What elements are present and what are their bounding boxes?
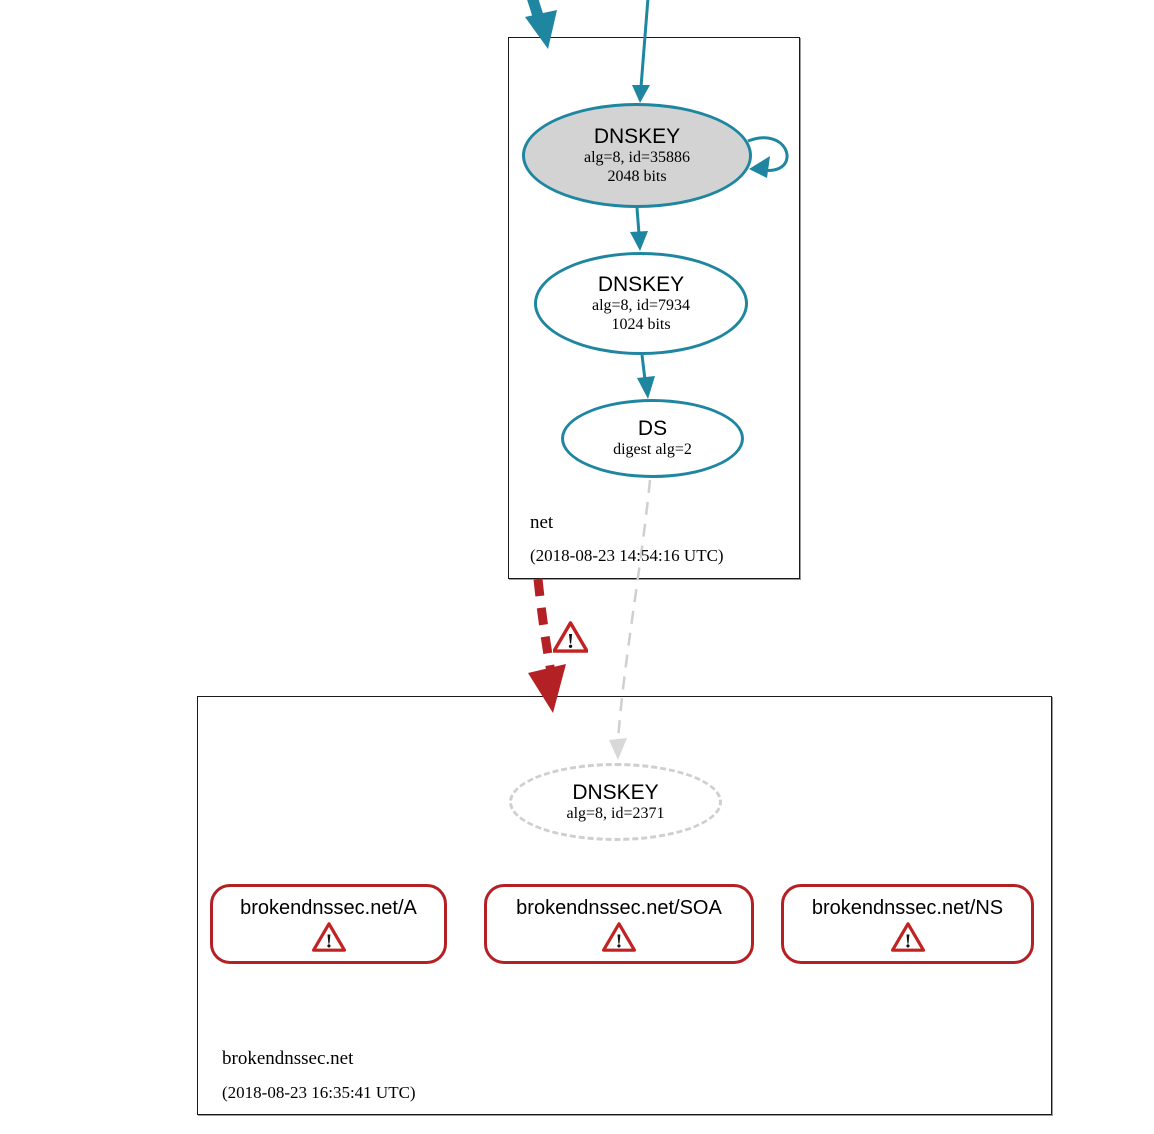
zone-label-brokendnssec: brokendnssec.net (222, 1048, 354, 1069)
node-ds-net[interactable] (561, 399, 744, 478)
zone-label-net: net (530, 512, 554, 533)
rrset-label: brokendnssec.net/NS (811, 896, 1004, 919)
node-detail: alg=8, id=2371 (566, 804, 665, 822)
node-bits: 1024 bits (611, 315, 671, 333)
node-title: DNSKEY (593, 125, 681, 149)
warning-icon (312, 922, 346, 952)
node-bits: 2048 bits (607, 167, 667, 185)
node-title: DNSKEY (572, 780, 659, 804)
rrset-label: brokendnssec.net/A (240, 896, 417, 919)
rrset-brokendnssec-ns[interactable] (781, 884, 1034, 964)
rrset-brokendnssec-a[interactable] (210, 884, 447, 964)
svg-text:!: ! (566, 629, 575, 654)
node-title: DNSKEY (597, 273, 685, 297)
node-detail: alg=8, id=7934 (591, 297, 691, 315)
node-dnskey-ksk-net[interactable] (522, 103, 752, 208)
svg-text:!: ! (904, 929, 911, 952)
node-detail: alg=8, id=35886 (583, 149, 691, 167)
svg-text:!: ! (325, 929, 332, 952)
warning-icon (891, 922, 925, 952)
zone-timestamp-net: (2018-08-23 14:54:16 UTC) (530, 546, 724, 565)
warning-icon (602, 922, 636, 952)
svg-text:!: ! (615, 929, 623, 952)
node-dnskey-brokendnssec[interactable] (509, 763, 722, 841)
node-title: DS (637, 417, 668, 441)
node-dnskey-zsk-net[interactable] (534, 252, 748, 355)
warning-icon (553, 620, 588, 654)
rrset-brokendnssec-soa[interactable] (484, 884, 754, 964)
rrset-label: brokendnssec.net/SOA (516, 896, 722, 919)
node-detail: digest alg=2 (613, 441, 692, 459)
zone-timestamp-brokendnssec: (2018-08-23 16:35:41 UTC) (222, 1083, 416, 1102)
